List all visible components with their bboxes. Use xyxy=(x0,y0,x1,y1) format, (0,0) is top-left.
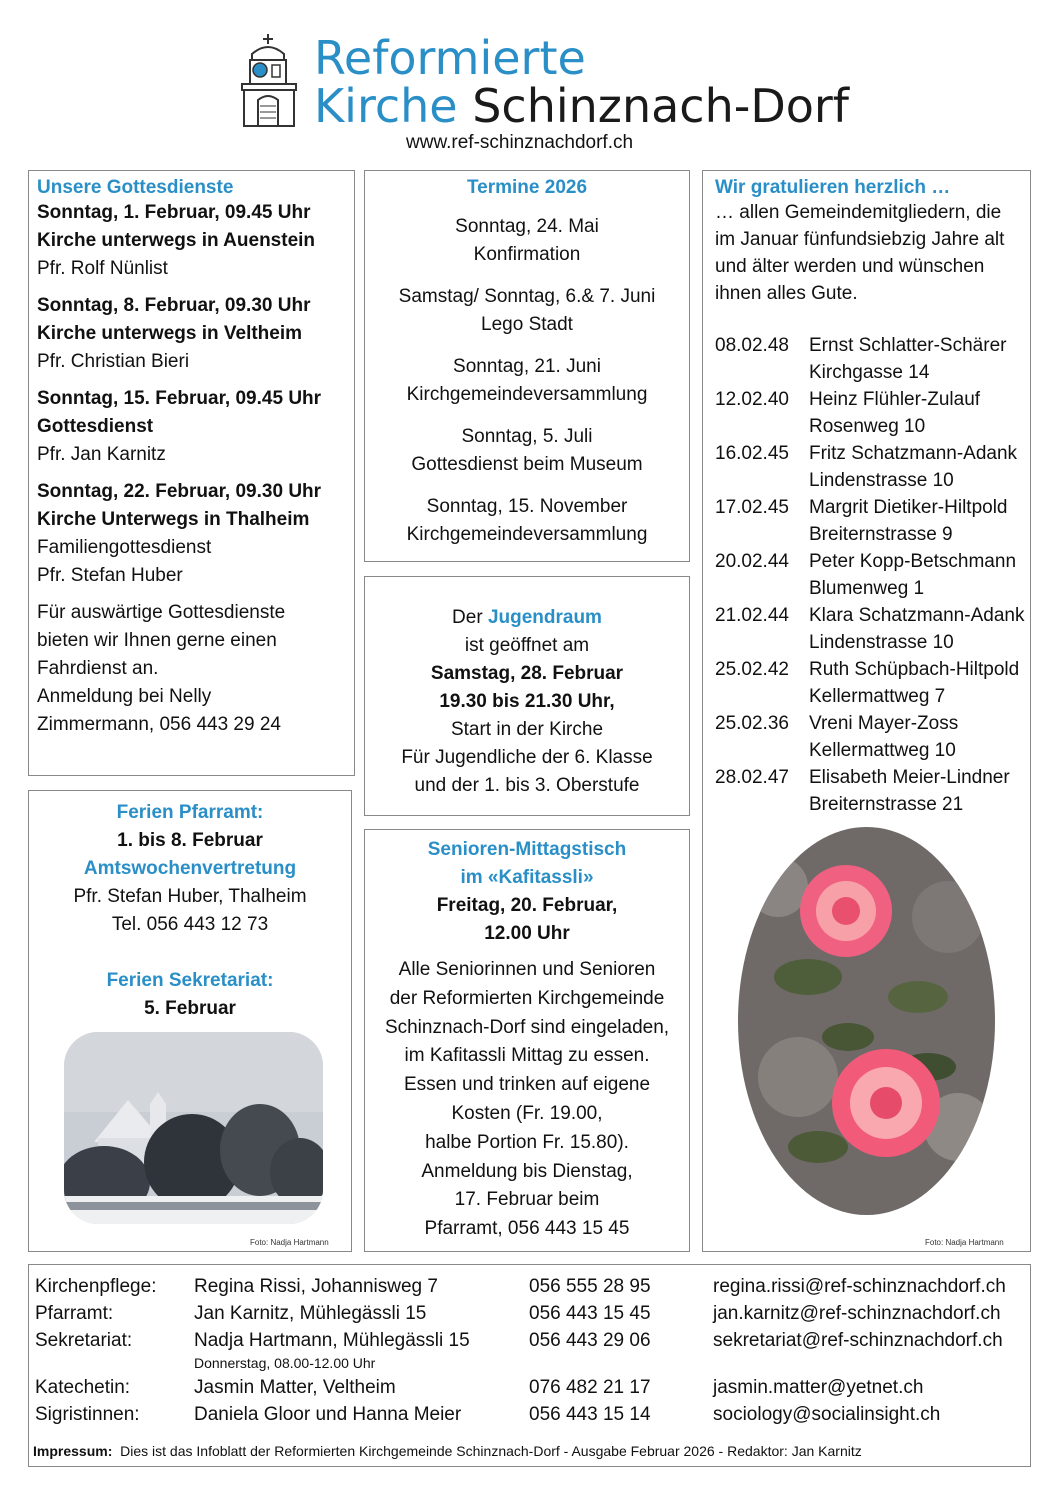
email-link[interactable]: sekretariat@ref-schinznachdorf.ch xyxy=(713,1330,1003,1351)
impressum: Impressum: Dies ist das Infoblatt der Reformierten Kirchgemeinde Schinznach-Dorf - Ausgabe Februar 2026 - Redaktor: Jan Karnitz xyxy=(33,1443,862,1459)
website-link[interactable]: www.ref-schinznachdorf.ch xyxy=(406,132,634,153)
termin-item: Sonntag, 21. Juni Kirchgemeindeversammlung xyxy=(406,356,648,405)
logo-title-line1: Reformierte xyxy=(314,31,586,85)
jugendraum-date: Samstag, 28. Februar xyxy=(430,663,624,684)
photo-credit: Foto: Nadja Hartmann xyxy=(250,1238,329,1247)
service-item: Sonntag, 15. Februar, 09.45 Uhr Gottesdienst Pfr. Jan Karnitz xyxy=(37,388,322,465)
birthday-list xyxy=(715,332,1030,818)
email-link[interactable]: sociology@socialinsight.ch xyxy=(713,1404,941,1425)
email-link[interactable]: jasmin.matter@yetnet.ch xyxy=(713,1377,924,1398)
jugendraum-label: Jugendraum xyxy=(487,607,602,628)
list-item: 12.02.40 Heinz Flühler-Zulauf Rosenweg 10 xyxy=(715,389,981,437)
list-item: 25.02.36 Vreni Mayer-Zoss Kellermattweg 10 xyxy=(715,713,959,761)
table-row: Pfarramt: Jan Karnitz, Mühlegässli 15 056 443 15 45 jan.karnitz@ref-schinznachdorf.ch xyxy=(29,1300,1030,1327)
gratulation-heading: Wir gratulieren herzlich … xyxy=(715,177,951,198)
service-item: Sonntag, 8. Februar, 09.30 Uhr Kirche unterwegs in Veltheim Pfr. Christian Bieri xyxy=(37,295,311,372)
roses-photo xyxy=(738,827,995,1215)
list-item: 16.02.45 Fritz Schatzmann-Adank Lindenstrasse 10 xyxy=(715,443,1018,491)
church-logo-icon xyxy=(238,34,302,128)
termin-item: Samstag/ Sonntag, 6.& 7. Juni Lego Stadt xyxy=(398,286,656,335)
contacts-box xyxy=(28,1264,1031,1467)
termine-box xyxy=(364,170,690,562)
table-row: Katechetin: Jasmin Matter, Veltheim 076 482 21 17 jasmin.matter@yetnet.ch xyxy=(29,1374,1030,1401)
table-row: Sekretariat: Nadja Hartmann, Mühlegässli 15 056 443 29 06 sekretariat@ref-schinznachdorf.ch xyxy=(29,1327,1030,1354)
senioren-box: Senioren-Mittagstisch im «Kafitassli» Freitag, 20. Februar, 12.00 Uhr Alle Seniorinnen und Senioren der Reformierten Kirchgemeinde Schinznach-Dorf sind eingeladen, im Kafitassli Mittag zu essen. Essen und trinken auf eigene Kosten (Fr. 19.00, halbe Portion Fr. 15.80). Anmeldung bis Dienstag, 17. Februar beim Pfarramt, 056 443 15 45 xyxy=(364,829,690,1252)
logo-title-place: Schinznach-Dorf xyxy=(472,79,850,133)
list-item: 21.02.44 Klara Schatzmann-Adank Lindenstrasse 10 xyxy=(715,605,1025,653)
jugendraum-box: Der Jugendraum ist geöffnet am Samstag, 28. Februar 19.30 bis 21.30 Uhr, Start in der Kirche Für Jugendliche der 6. Klasse und der 1. bis 3. Oberstufe xyxy=(364,576,690,816)
services-box xyxy=(28,170,355,776)
termine-heading: Termine 2026 xyxy=(466,177,588,198)
transport-note: Für auswärtige Gottesdienste bieten wir Ihnen gerne einen Fahrdienst an. Anmeldung bei Nelly Zimmermann, 056 443 29 24 xyxy=(37,602,286,735)
list-item: 20.02.44 Peter Kopp-Betschmann Blumenweg 1 xyxy=(715,551,1017,599)
termin-item: Sonntag, 15. November Kirchgemeindeversammlung xyxy=(406,496,648,545)
ferien-box: Ferien Pfarramt: 1. bis 8. Februar Amtswochenvertretung Pfr. Stefan Huber, Thalheim Tel. 056 443 12 73 Ferien Sekretariat: 5. Februar xyxy=(28,790,352,1252)
winter-church-photo xyxy=(64,1032,323,1224)
list-item: 08.02.48 Ernst Schlatter-Schärer Kirchgasse 14 xyxy=(715,335,1007,383)
email-link[interactable]: jan.karnitz@ref-schinznachdorf.ch xyxy=(713,1303,1001,1324)
email-link[interactable]: regina.rissi@ref-schinznachdorf.ch xyxy=(713,1276,1006,1297)
photo-credit: Foto: Nadja Hartmann xyxy=(925,1238,1004,1247)
list-item: 25.02.42 Ruth Schüpbach-Hiltpold Kellermattweg 7 xyxy=(715,659,1020,707)
list-item: 17.02.45 Margrit Dietiker-Hiltpold Breiternstrasse 9 xyxy=(715,497,1008,545)
table-row: Sigristinnen: Daniela Gloor und Hanna Meier 056 443 15 14 sociology@socialinsight.ch xyxy=(29,1401,1030,1428)
services-heading: Unsere Gottesdienste xyxy=(37,177,234,198)
service-item: Sonntag, 22. Februar, 09.30 Uhr Kirche Unterwegs in Thalheim Familiengottesdienst Pfr. Stefan Huber xyxy=(37,481,322,586)
jugendraum-time: 19.30 bis 21.30 Uhr, xyxy=(439,691,615,712)
termin-item: Sonntag, 5. Juli Gottesdienst beim Museum xyxy=(411,426,643,475)
logo-title-line2 xyxy=(314,79,850,133)
office-hours: Donnerstag, 08.00-12.00 Uhr xyxy=(194,1355,376,1371)
gratulation-box: Wir gratulieren herzlich … … allen Gemeindemitgliedern, die im Januar fünfundsiebzig Jahre alt und älter werden und wünschen ihnen alles Gute. 08.02.48 Ernst Schlatter-Schärer Kirchgasse 14 12.02.40 Heinz Flühler-Zulauf Rosenweg 10 16.02.45 Fritz Schatzmann-Adank Lindenstrasse 10 17.02.45 Margrit Dietiker-Hiltpold Breiternstrasse 9 20.02.44 Peter Kopp-Betschmann Blumenweg 1 21.02.44 Klara Schatzmann-Adank Lindenstrasse 10 25.02.42 Ruth Schüpbach-Hiltpold Kellermattweg 7 25.02.36 Vreni Mayer-Zoss Kellermattweg 10 28.02.47 Elisabeth Meier-Lindner Breiternstrasse 21 xyxy=(702,170,1031,1252)
table-row: Kirchenpflege: Regina Rissi, Johannisweg 7 056 555 28 95 regina.rissi@ref-schinznachdorf.ch xyxy=(29,1273,1030,1300)
service-item: Sonntag, 1. Februar, 09.45 Uhr Kirche unterwegs in Auenstein Pfr. Rolf Nünlist xyxy=(37,202,316,279)
list-item: 28.02.47 Elisabeth Meier-Lindner Breiternstrasse 21 xyxy=(715,767,1010,815)
logo-title-kirche: Kirche xyxy=(314,79,458,133)
termin-item: Sonntag, 24. Mai Konfirmation xyxy=(455,216,599,265)
